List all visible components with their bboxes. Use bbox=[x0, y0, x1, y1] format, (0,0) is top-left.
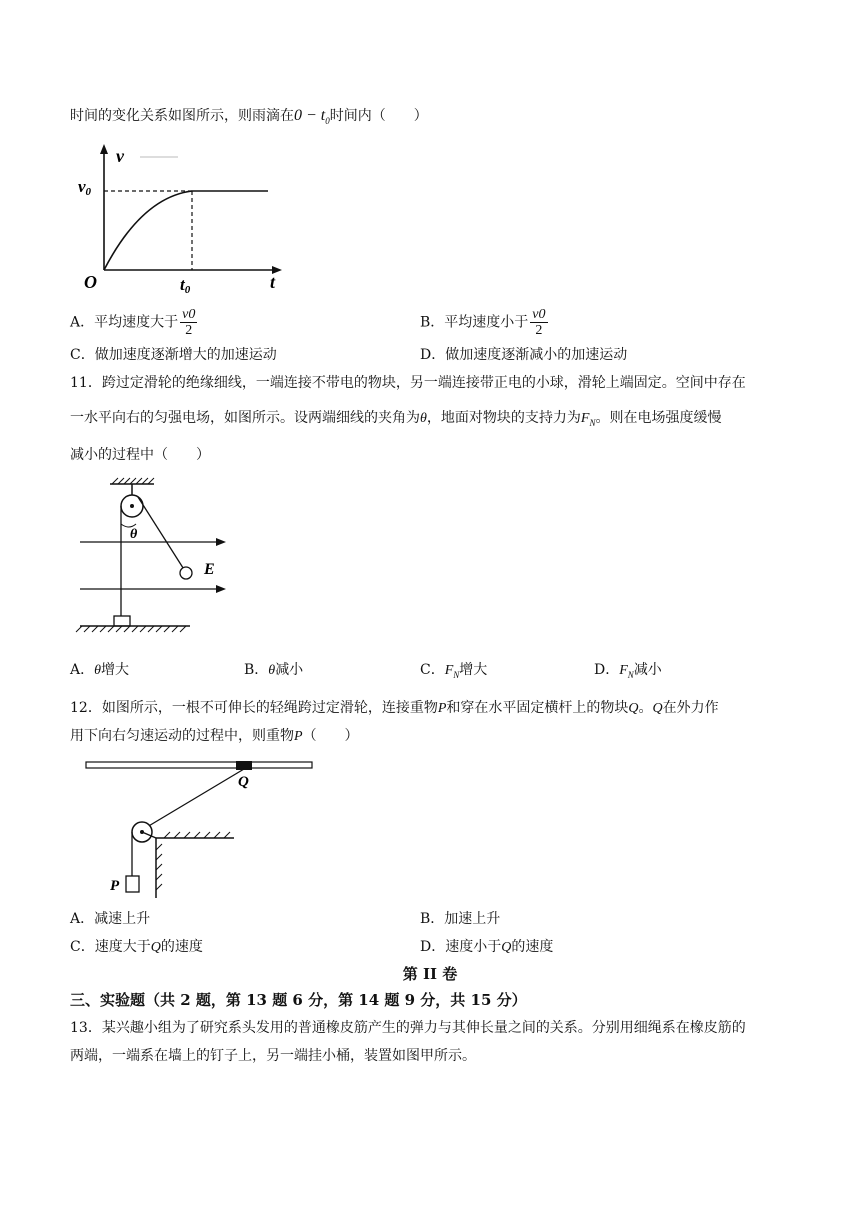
q11-option-c[interactable] bbox=[420, 660, 487, 685]
option-text: 减小 bbox=[275, 662, 304, 678]
velocity-curve bbox=[104, 191, 192, 270]
theta-symbol: θ bbox=[420, 411, 427, 426]
section-heading: 三、实验题（共 2 题，第 13 题 6 分，第 14 题 9 分，共 15 分） bbox=[70, 991, 527, 1009]
v0-over-2-fraction bbox=[180, 307, 197, 338]
v-axis-arrow bbox=[100, 144, 108, 154]
q11-text-3: 减小的过程中（ ） bbox=[70, 447, 210, 463]
origin-label: O bbox=[84, 272, 97, 292]
q11-option-d[interactable] bbox=[594, 660, 662, 685]
theta-symbol: θ bbox=[268, 663, 276, 678]
fraction-numerator: v0 bbox=[532, 307, 546, 322]
q12-text-2a: 用下向右匀速运动的过程中，则重物 bbox=[70, 728, 294, 744]
weight-p bbox=[126, 876, 139, 892]
field-E-label: E bbox=[204, 561, 215, 578]
option-a-text: A．减速上升 bbox=[70, 911, 151, 927]
q12-option-d[interactable] bbox=[420, 937, 553, 958]
q11-stem-line2 bbox=[70, 408, 721, 433]
fn-subscript: N bbox=[589, 417, 596, 428]
q10-vt-graph bbox=[70, 140, 300, 300]
rope-to-q bbox=[142, 769, 244, 830]
q-symbol: Q bbox=[150, 940, 161, 955]
q13-line1 bbox=[70, 1018, 746, 1038]
t0-label: t0 bbox=[180, 275, 191, 296]
q10-option-a[interactable] bbox=[70, 307, 199, 338]
q12-stem-line1 bbox=[70, 698, 719, 719]
q12-option-c[interactable] bbox=[70, 937, 203, 958]
option-letter: C． bbox=[420, 662, 445, 678]
block bbox=[114, 616, 130, 626]
theta-symbol: θ bbox=[94, 663, 102, 678]
q11-text-2a: 一水平向右的匀强电场，如图所示。设两端细线的夹角为 bbox=[70, 410, 420, 426]
q10-stem-text: 时间的变化关系如图所示，则雨滴在 bbox=[70, 108, 294, 124]
option-c-text: C．做加速度逐渐增大的加速运动 bbox=[70, 347, 277, 363]
q11-text-1: 11．跨过定滑轮的绝缘细线，一端连接不带电的物块，另一端连接带正电的小球，滑轮上端固定。空间中存在 bbox=[70, 375, 746, 391]
option-c-text: C．速度大于 bbox=[70, 939, 151, 955]
option-letter: D． bbox=[594, 662, 620, 678]
t-axis-label: t bbox=[270, 272, 276, 292]
option-d-text: D．做加速度逐渐减小的加速运动 bbox=[420, 347, 628, 363]
q11-option-a[interactable] bbox=[70, 660, 129, 681]
v0-over-2-fraction bbox=[530, 307, 547, 338]
option-b-text: B．加速上升 bbox=[420, 911, 501, 927]
q12-option-b[interactable] bbox=[420, 909, 500, 929]
q11-stem-line1 bbox=[70, 373, 746, 393]
q12-text-1a: 12．如图所示，一根不可伸长的轻绳跨过定滑轮，连接重物 bbox=[70, 700, 438, 716]
field-arrow-2 bbox=[216, 585, 226, 593]
fraction-numerator: v0 bbox=[182, 307, 196, 322]
fn-symbol: F bbox=[444, 663, 454, 678]
fn-subscript: N bbox=[627, 669, 634, 680]
q11-pulley-field-figure bbox=[78, 476, 238, 636]
q10-stem bbox=[70, 106, 428, 131]
fn-symbol: F bbox=[619, 663, 628, 678]
p-symbol: P bbox=[437, 701, 447, 716]
field-arrow-1 bbox=[216, 538, 226, 546]
q-figure-label: Q bbox=[238, 774, 249, 790]
q10-interval-sub: 0 bbox=[325, 116, 330, 127]
v0-label: v0 bbox=[78, 177, 92, 198]
ceiling-hatch bbox=[112, 478, 154, 484]
option-letter: B． bbox=[244, 662, 269, 678]
q13-line2 bbox=[70, 1046, 476, 1066]
horizontal-rod bbox=[86, 762, 312, 768]
q-symbol: Q bbox=[652, 701, 663, 716]
slider-block-q bbox=[236, 761, 252, 770]
q12-rod-pulley-figure bbox=[84, 760, 324, 900]
q11-text-2c: 。则在电场强度缓慢 bbox=[595, 410, 722, 426]
q12-option-a[interactable] bbox=[70, 909, 150, 929]
q13-text-1: 13．某兴趣小组为了研究系头发用的普通橡皮筋产生的弹力与其伸长量之间的关系。分别用细绳系在橡皮筋的 bbox=[70, 1020, 746, 1036]
ground-hatch bbox=[76, 626, 186, 632]
q10-stem-tail: 时间内（ ） bbox=[329, 108, 428, 124]
q11-stem-line3 bbox=[70, 445, 210, 465]
q10-option-d[interactable] bbox=[420, 345, 627, 365]
option-text: 增大 bbox=[101, 662, 130, 678]
option-b-text: B．平均速度小于 bbox=[420, 314, 529, 331]
option-text: 减小 bbox=[633, 662, 662, 678]
q13-text-2: 两端，一端系在墙上的钉子上，另一端挂小桶，装置如图甲所示。 bbox=[70, 1048, 476, 1064]
q-symbol: Q bbox=[628, 701, 639, 716]
q10-option-b[interactable] bbox=[420, 307, 550, 338]
q10-stem-math bbox=[294, 107, 330, 127]
p-figure-label: P bbox=[110, 878, 120, 894]
option-d-tail: 的速度 bbox=[511, 939, 554, 955]
theta-figure-label: θ bbox=[130, 527, 138, 542]
q12-text-2b: （ ） bbox=[302, 728, 359, 744]
fraction-denominator: 2 bbox=[535, 323, 543, 338]
option-letter: A． bbox=[70, 662, 95, 678]
q10-option-c[interactable] bbox=[70, 345, 277, 365]
option-d-text: D．速度小于 bbox=[420, 939, 502, 955]
fn-symbol: F bbox=[580, 411, 590, 426]
v-axis-label: v bbox=[116, 146, 124, 166]
charged-ball bbox=[180, 567, 192, 579]
fn-subscript: N bbox=[453, 669, 460, 680]
p-symbol: P bbox=[294, 729, 303, 744]
q12-stem-line2 bbox=[70, 726, 359, 747]
option-text: 增大 bbox=[459, 662, 488, 678]
option-c-tail: 的速度 bbox=[160, 939, 203, 955]
q12-text-1b: 和穿在水平固定横杆上的物块 bbox=[446, 700, 629, 716]
pulley-axle bbox=[130, 504, 134, 508]
q12-text-1c: 。 bbox=[638, 700, 653, 716]
volume-title: 第 II 卷 bbox=[402, 965, 458, 983]
fraction-denominator: 2 bbox=[185, 323, 193, 338]
q10-interval: 0 − t bbox=[294, 107, 326, 124]
support-hatch bbox=[156, 832, 230, 890]
option-a-text: A．平均速度大于 bbox=[70, 314, 179, 331]
string-to-ball bbox=[138, 497, 185, 571]
q12-text-1d: 在外力作 bbox=[662, 700, 719, 716]
q-symbol: Q bbox=[501, 940, 512, 955]
q11-text-2b: ，地面对物块的支持力为 bbox=[426, 410, 581, 426]
q11-option-b[interactable] bbox=[244, 660, 303, 681]
